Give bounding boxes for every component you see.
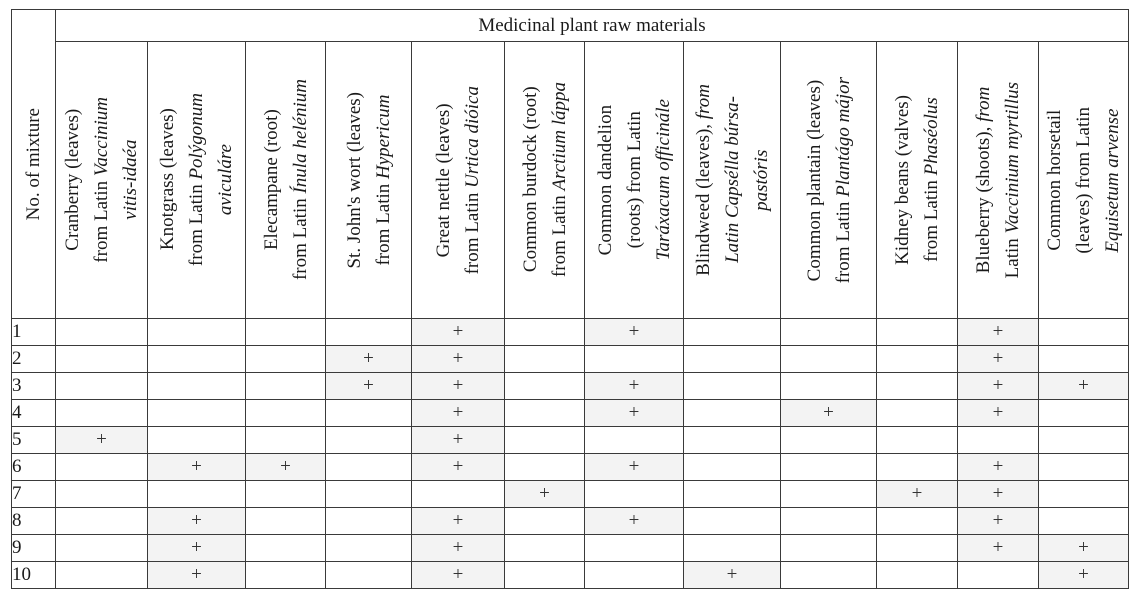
empty-cell xyxy=(877,373,958,400)
table-row xyxy=(12,535,1129,562)
table-row xyxy=(12,400,1129,427)
plus-mark: + xyxy=(958,508,1039,535)
table-row xyxy=(12,346,1129,373)
empty-cell xyxy=(877,535,958,562)
empty-cell xyxy=(1039,454,1129,481)
plus-mark: + xyxy=(958,346,1039,373)
empty-cell xyxy=(877,508,958,535)
plus-mark: + xyxy=(585,319,684,346)
plus-mark: + xyxy=(148,454,246,481)
plus-mark: + xyxy=(958,454,1039,481)
table-body xyxy=(12,319,1129,589)
table-row xyxy=(12,427,1129,454)
empty-cell xyxy=(781,427,877,454)
empty-cell xyxy=(505,454,585,481)
empty-cell xyxy=(585,481,684,508)
plant-header-label: Elecampane (root) from Latin Ínula helénium xyxy=(260,79,311,281)
mixture-number: 1 xyxy=(12,319,56,346)
plant-header-label: Knotgrass (leaves) from Latin Polýgonum aviculáre xyxy=(157,93,236,267)
plus-mark: + xyxy=(877,481,958,508)
plus-mark: + xyxy=(412,508,505,535)
empty-cell xyxy=(148,346,246,373)
empty-cell xyxy=(326,319,412,346)
empty-cell xyxy=(246,346,326,373)
empty-cell xyxy=(1039,481,1129,508)
empty-cell xyxy=(781,508,877,535)
empty-cell xyxy=(505,319,585,346)
mixtures-table xyxy=(11,9,1129,589)
empty-cell xyxy=(56,508,148,535)
empty-cell xyxy=(877,562,958,589)
plus-mark: + xyxy=(585,400,684,427)
plus-mark: + xyxy=(505,481,585,508)
empty-cell xyxy=(148,427,246,454)
plant-header-2 xyxy=(148,42,246,319)
empty-cell xyxy=(958,562,1039,589)
plant-header-6 xyxy=(505,42,585,319)
plant-header-label: St. John's wort (leaves) from Latin Hypericum xyxy=(343,91,394,269)
group-title: Medicinal plant raw materials xyxy=(56,10,1129,42)
empty-cell xyxy=(958,427,1039,454)
empty-cell xyxy=(56,535,148,562)
plant-header-label: Common burdock (root) from Latin Arctium láppa xyxy=(519,82,570,278)
empty-cell xyxy=(246,400,326,427)
empty-cell xyxy=(56,562,148,589)
empty-cell xyxy=(585,427,684,454)
mixture-number: 5 xyxy=(12,427,56,454)
empty-cell xyxy=(781,535,877,562)
empty-cell xyxy=(781,481,877,508)
empty-cell xyxy=(246,427,326,454)
empty-cell xyxy=(326,481,412,508)
plus-mark: + xyxy=(412,373,505,400)
plus-mark: + xyxy=(412,427,505,454)
empty-cell xyxy=(585,562,684,589)
plus-mark: + xyxy=(412,346,505,373)
empty-cell xyxy=(684,535,781,562)
plant-header-1 xyxy=(56,42,148,319)
mixture-number: 10 xyxy=(12,562,56,589)
plant-header-3 xyxy=(246,42,326,319)
plus-mark: + xyxy=(958,400,1039,427)
plant-header-label: Common dandelion (roots) from Latin Taráxacum officinále xyxy=(594,99,674,261)
mixture-number: 2 xyxy=(12,346,56,373)
plant-header-label: Blindweed (leaves), from Latin Capsélla búrsa- pastóris xyxy=(692,84,772,276)
empty-cell xyxy=(246,562,326,589)
empty-cell xyxy=(505,535,585,562)
empty-cell xyxy=(148,319,246,346)
empty-cell xyxy=(56,346,148,373)
plant-header-8 xyxy=(684,42,781,319)
plus-mark: + xyxy=(958,373,1039,400)
mixture-number: 6 xyxy=(12,454,56,481)
empty-cell xyxy=(246,481,326,508)
plus-mark: + xyxy=(412,535,505,562)
plus-mark: + xyxy=(958,319,1039,346)
plus-mark: + xyxy=(684,562,781,589)
plus-mark: + xyxy=(148,508,246,535)
plant-header-12 xyxy=(1039,42,1129,319)
empty-cell xyxy=(781,562,877,589)
plus-mark: + xyxy=(1039,562,1129,589)
empty-cell xyxy=(326,400,412,427)
plant-header-label: Great nettle (leaves) from Latin Urtica dióica xyxy=(433,85,483,275)
empty-cell xyxy=(56,454,148,481)
empty-cell xyxy=(505,427,585,454)
plant-header-label: Blueberry (shoots), from Latin Vaccinium myrtillus xyxy=(973,81,1023,279)
empty-cell xyxy=(246,535,326,562)
empty-cell xyxy=(684,400,781,427)
empty-cell xyxy=(684,319,781,346)
plus-mark: + xyxy=(148,535,246,562)
empty-cell xyxy=(505,562,585,589)
plus-mark: + xyxy=(412,454,505,481)
plant-header-5 xyxy=(412,42,505,319)
plus-mark: + xyxy=(326,346,412,373)
plus-mark: + xyxy=(326,373,412,400)
empty-cell xyxy=(585,346,684,373)
empty-cell xyxy=(877,454,958,481)
empty-cell xyxy=(684,508,781,535)
empty-cell xyxy=(148,481,246,508)
empty-cell xyxy=(326,508,412,535)
empty-cell xyxy=(1039,427,1129,454)
empty-cell xyxy=(585,535,684,562)
empty-cell xyxy=(505,508,585,535)
empty-cell xyxy=(877,319,958,346)
plant-header-9 xyxy=(781,42,877,319)
empty-cell xyxy=(505,346,585,373)
table-row xyxy=(12,481,1129,508)
empty-cell xyxy=(505,400,585,427)
empty-cell xyxy=(56,481,148,508)
empty-cell xyxy=(684,373,781,400)
empty-cell xyxy=(781,373,877,400)
empty-cell xyxy=(326,562,412,589)
empty-cell xyxy=(684,481,781,508)
plant-header-label: Cranberry (leaves) from Latin Vaccinium vitis-idaéa xyxy=(62,97,141,263)
empty-cell xyxy=(781,454,877,481)
empty-cell xyxy=(781,319,877,346)
mixture-number: 8 xyxy=(12,508,56,535)
empty-cell xyxy=(877,346,958,373)
empty-cell xyxy=(246,373,326,400)
plus-mark: + xyxy=(412,562,505,589)
mixture-number: 3 xyxy=(12,373,56,400)
empty-cell xyxy=(1039,400,1129,427)
empty-cell xyxy=(877,427,958,454)
empty-cell xyxy=(148,373,246,400)
table-row xyxy=(12,373,1129,400)
plus-mark: + xyxy=(56,427,148,454)
empty-cell xyxy=(505,373,585,400)
empty-cell xyxy=(326,535,412,562)
mixture-number: 9 xyxy=(12,535,56,562)
plant-header-10 xyxy=(877,42,958,319)
plus-mark: + xyxy=(958,535,1039,562)
empty-cell xyxy=(148,400,246,427)
empty-cell xyxy=(56,373,148,400)
plus-mark: + xyxy=(412,319,505,346)
plus-mark: + xyxy=(1039,535,1129,562)
empty-cell xyxy=(56,400,148,427)
empty-cell xyxy=(326,427,412,454)
plus-mark: + xyxy=(585,508,684,535)
table-row xyxy=(12,319,1129,346)
empty-cell xyxy=(684,454,781,481)
plus-mark: + xyxy=(585,373,684,400)
plus-mark: + xyxy=(246,454,326,481)
plant-header-label: Common horsetail (leaves) from Latin Equisetum arvense xyxy=(1044,106,1123,254)
table-row xyxy=(12,562,1129,589)
mixture-number: 4 xyxy=(12,400,56,427)
plant-header-row xyxy=(12,42,1129,319)
plus-mark: + xyxy=(781,400,877,427)
plant-header-11 xyxy=(958,42,1039,319)
empty-cell xyxy=(1039,508,1129,535)
plus-mark: + xyxy=(148,562,246,589)
empty-cell xyxy=(1039,346,1129,373)
empty-cell xyxy=(246,319,326,346)
empty-cell xyxy=(56,319,148,346)
plus-mark: + xyxy=(585,454,684,481)
plus-mark: + xyxy=(412,400,505,427)
plus-mark: + xyxy=(958,481,1039,508)
mixture-number: 7 xyxy=(12,481,56,508)
table-row xyxy=(12,454,1129,481)
plant-header-label: Kidney beans (valves) from Latin Phaséolus xyxy=(892,95,942,265)
plant-header-label: Common plantain (leaves) from Latin Plantágo májor xyxy=(803,76,854,284)
empty-cell xyxy=(877,400,958,427)
plus-mark: + xyxy=(1039,373,1129,400)
mixture-number-header-label: No. of mixture xyxy=(23,107,44,221)
empty-cell xyxy=(412,481,505,508)
table-row xyxy=(12,508,1129,535)
empty-cell xyxy=(246,508,326,535)
empty-cell xyxy=(684,346,781,373)
plant-header-7 xyxy=(585,42,684,319)
empty-cell xyxy=(326,454,412,481)
empty-cell xyxy=(781,346,877,373)
plant-header-4 xyxy=(326,42,412,319)
empty-cell xyxy=(1039,319,1129,346)
mixture-number-header xyxy=(12,10,56,319)
empty-cell xyxy=(684,427,781,454)
